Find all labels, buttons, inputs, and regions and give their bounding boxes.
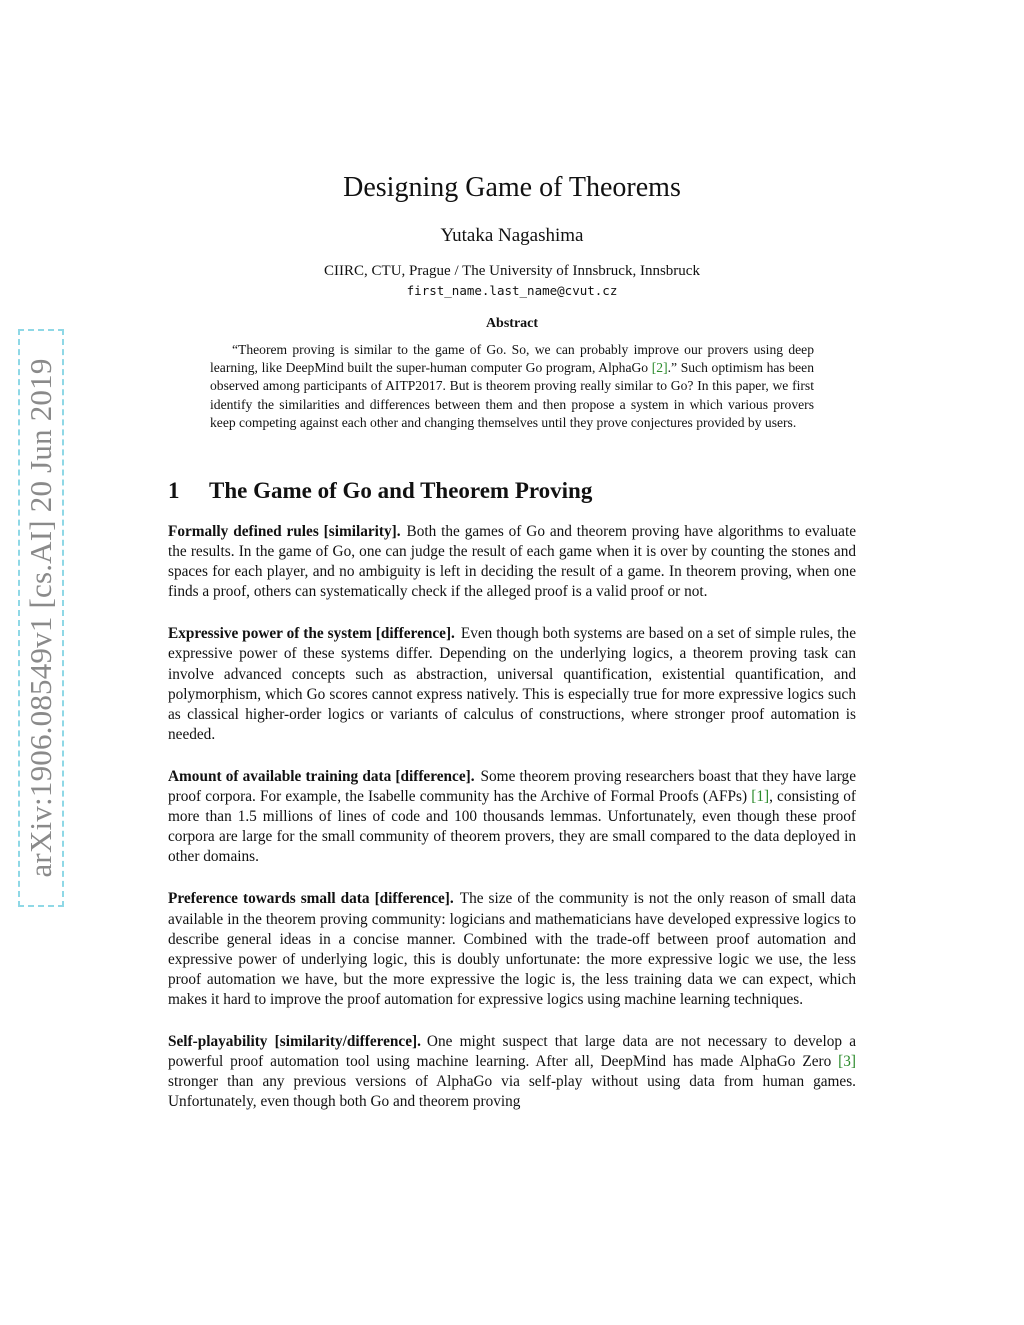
- paragraph-heading: Expressive power of the system [difference].: [168, 625, 455, 643]
- paragraph-text: The size of the community is not the only reason of small data available in the theorem proving community: logicians and mathematicians have developed expressive logics to describe general ideas in a concise manner. Combined with the trade-off between proof automation and expressive power of underlying logic, this is doubly unfortunate: the more expressive logic we use, the less proof automation we have, but the more expressive the logic is, the less training data we can expect, which makes it hard to improve the proof automation for expressive logics using machine learning techniques.: [168, 890, 856, 1008]
- arxiv-id[interactable]: arXiv:1906.08549v1 [cs.AI] 20 Jun 2019: [23, 358, 58, 878]
- section-heading: [168, 478, 856, 504]
- paragraph-text: Some theorem proving researchers boast that they have large proof corpora. For example, the Isabelle community has the Archive of Formal Proofs (AFPs): [168, 767, 856, 806]
- paragraph-text: , consisting of more than 1.5 millions of lines of code and 100 thousands lemmas. Unfortunately, even though these proof corpora are large for the small community of theorem provers, they are small compared to the data deployed in other domains.: [168, 788, 856, 866]
- abstract-heading: Abstract: [485, 316, 539, 331]
- paragraph-text: Both the games of Go and theorem proving have algorithms to evaluate the results. In the game of Go, one can judge the result of each game when it is over by counting the stones and spaces for each player, and no ambiguity is left in deciding the result of a game. In theorem proving, when one finds a proof, others can systematically check if the alleged proof is a valid proof or not.: [168, 523, 856, 601]
- paragraph-text: One might suspect that large data are not necessary to develop a powerful proof automation tool using machine learning. After all, DeepMind has made AlphaGo Zero: [168, 1032, 856, 1071]
- paragraph: [168, 767, 856, 867]
- author-email[interactable]: first_name.last_name@cvut.cz: [406, 283, 618, 298]
- section-title: The Game of Go and Theorem Proving: [209, 478, 593, 503]
- section-body: [168, 522, 856, 1134]
- paper-title: Designing Game of Theorems: [343, 172, 681, 203]
- paragraph: [168, 624, 856, 745]
- citation-link[interactable]: [3]: [838, 1053, 856, 1071]
- author-name: Yutaka Nagashima: [440, 225, 584, 246]
- abstract-text-part1: “Theorem proving is similar to the game of Go. So, we can probably improve our provers using deep learning, like DeepMind built the super-human computer Go program, AlphaGo: [210, 342, 814, 376]
- paragraph: [168, 522, 856, 602]
- section-number: 1: [168, 478, 180, 503]
- paragraph: [168, 889, 856, 1010]
- abstract-text-part2: .” Such optimism has been observed among participants of AITP2017. But is theorem proving really similar to Go? In this paper, we first identify the similarities and differences between them and then propose a system in which various provers keep competing against each other and changing themselves until they prove conjectures provided by users.: [210, 360, 815, 430]
- paragraph-heading: Preference towards small data [difference].: [168, 890, 454, 908]
- paragraph: [168, 1032, 856, 1112]
- paragraph-heading: Formally defined rules [similarity].: [168, 523, 401, 540]
- abstract-body: [210, 341, 814, 432]
- affiliation: CIIRC, CTU, Prague / The University of Innsbruck, Innsbruck: [324, 263, 700, 279]
- paragraph-text: stronger than any previous versions of AlphaGo via self-play without using data from human games. Unfortunately, even though both Go and theorem proving: [168, 1073, 856, 1111]
- paragraph-text: Even though both systems are based on a set of simple rules, the expressive power of these systems differ. Depending on the underlying logics, a theorem proving task can involve advanced concepts such as abstraction, universal quantification, existential quantification, and polymorphism, which Go scores cannot express natively. This is especially true for more expressive logics such as classical higher-order logics or variants of calculus of constructions, where stronger proof automation is needed.: [168, 625, 856, 743]
- paragraph-heading: Self-playability [similarity/difference].: [168, 1032, 421, 1050]
- arxiv-stamp: [18, 329, 64, 907]
- citation-link[interactable]: [1]: [751, 788, 770, 806]
- citation-link[interactable]: [2]: [651, 360, 668, 376]
- paragraph-heading: Amount of available training data [difference].: [168, 767, 475, 785]
